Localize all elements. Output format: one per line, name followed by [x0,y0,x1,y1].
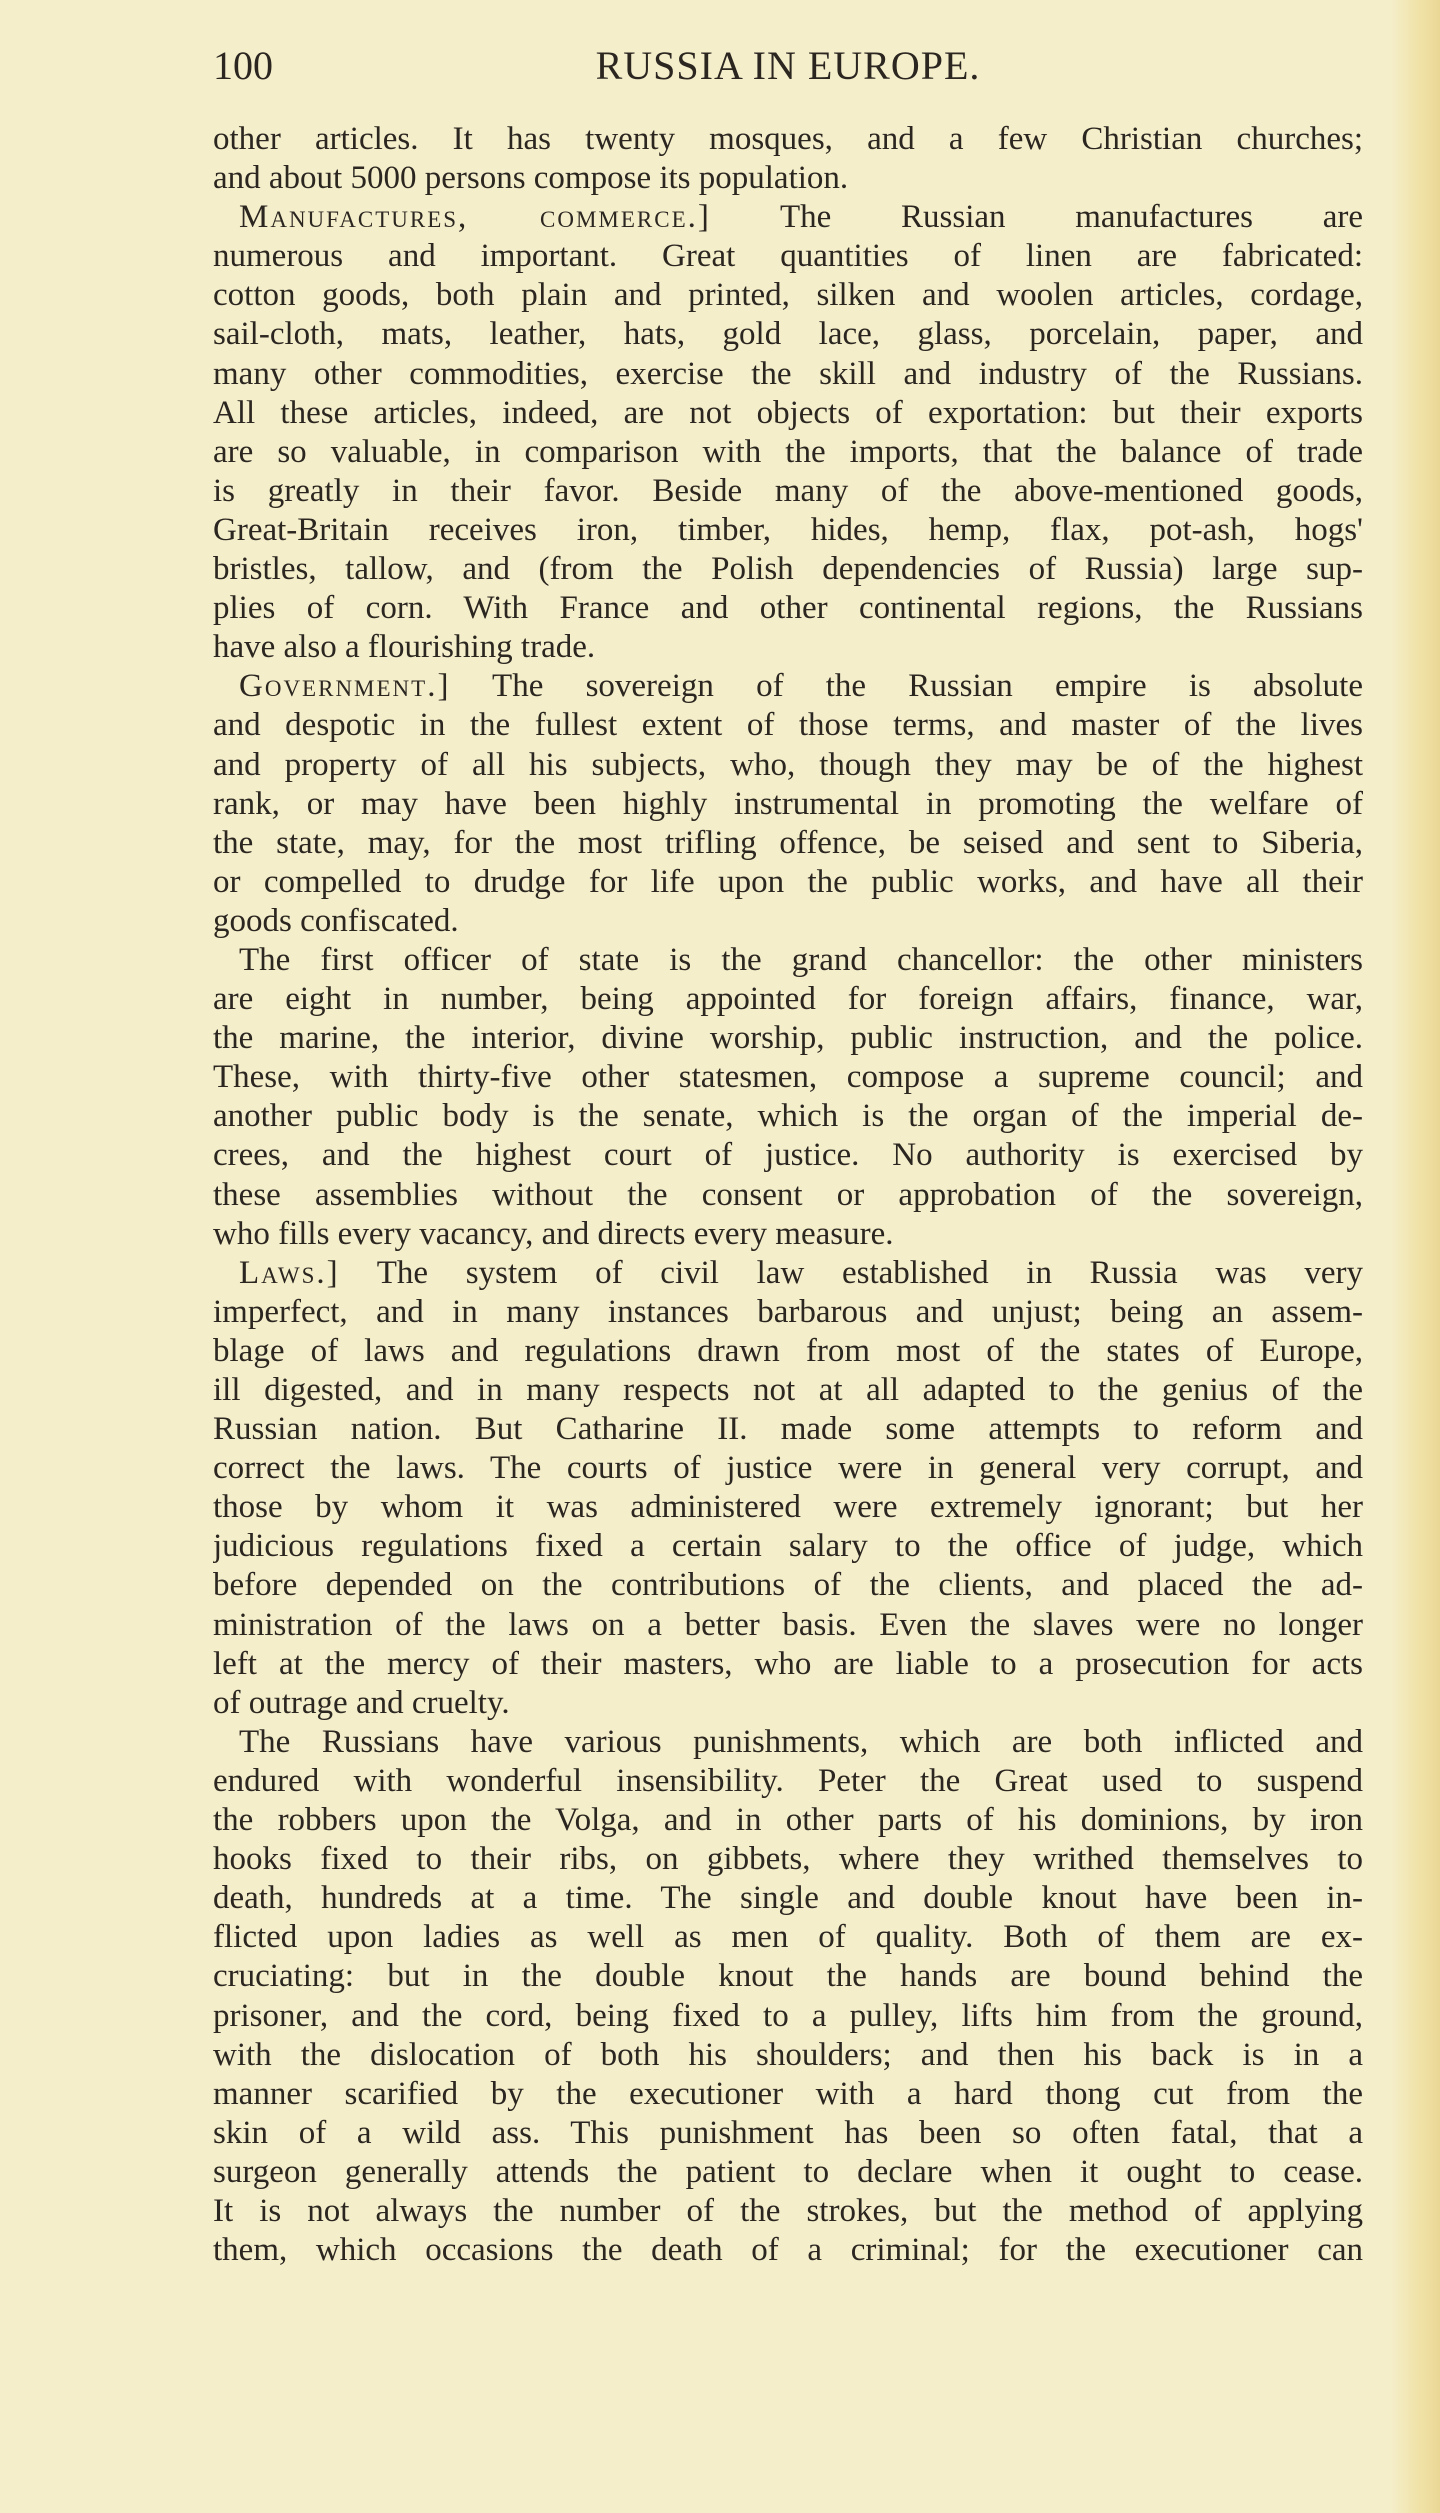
line-text: plies of corn. With France and other continental regions, the Russians [213,590,1363,627]
text-line [213,1606,1363,1645]
text-line [213,706,1363,745]
section-heading: Laws.] [239,1254,340,1291]
line-text: and property of all his subjects, who, though they may be of the highest [213,746,1363,783]
text-line [213,1410,1363,1449]
text-line [213,1566,1363,1605]
text-line [213,785,1363,824]
text-line [213,824,1363,863]
line-text: goods confiscated. [213,902,459,939]
text-line [213,1527,1363,1566]
text-line [213,1488,1363,1527]
text-line [213,1645,1363,1684]
line-text: are eight in number, being appointed for foreign affairs, finance, war, [213,981,1363,1018]
line-text: cruciating: but in the double knout the hands are bound behind the [213,1958,1363,1995]
line-text: left at the mercy of their masters, who are liable to a prosecution for acts [213,1645,1363,1682]
line-text: them, which occasions the death of a criminal; for the executioner can [213,2232,1363,2269]
section-heading: Manufactures, commerce.] [239,199,711,236]
line-text: manner scarified by the executioner with a hard thong cut from the [213,2075,1363,2112]
page-header [213,42,1363,92]
line-text: The Russian manufactures are [710,199,1363,236]
text-line [213,980,1363,1019]
line-text: rank, or may have been highly instrumental in promoting the welfare of [213,785,1363,822]
text-line [213,941,1363,980]
text-line [213,1371,1363,1410]
text-line [213,1215,1363,1254]
line-text: these assemblies without the consent or approbation of the sovereign, [213,1176,1363,1213]
line-text: death, hundreds at a time. The single and double knout have been in- [213,1880,1363,1917]
page-edge [1390,0,1440,2513]
line-text: are so valuable, in comparison with the imports, that the balance of trade [213,433,1363,470]
text-line [213,276,1363,315]
page-number: 100 [213,43,273,88]
line-text: surgeon generally attends the patient to declare when it ought to cease. [213,2153,1363,2190]
text-line [213,1684,1363,1723]
text-line [213,863,1363,902]
paragraph [213,1723,1363,2270]
paragraph [213,1254,1363,1723]
running-title: RUSSIA IN EUROPE. [595,43,981,88]
text-line [213,1136,1363,1175]
text-line [213,237,1363,276]
text-line [213,1449,1363,1488]
text-line [213,1058,1363,1097]
text-line [213,1840,1363,1879]
section-heading: Government.] [239,668,451,705]
paragraph [213,667,1363,941]
line-text: numerous and important. Great quantities of linen are fabricated: [213,238,1363,275]
line-text: The system of civil law established in Russia was very [339,1254,1363,1291]
text-line [213,1723,1363,1762]
text-line [213,472,1363,511]
line-text: blage of laws and regulations drawn from most of the states of Europe, [213,1332,1363,1369]
line-text: Great-Britain receives iron, timber, hides, hemp, flax, pot-ash, hogs' [213,511,1363,548]
text-line [213,667,1363,706]
line-text: or compelled to drudge for life upon the public works, and have all their [213,863,1363,900]
text-line [213,746,1363,785]
text-line [213,2153,1363,2192]
text-line [213,1254,1363,1293]
line-text: before depended on the contributions of the clients, and placed the ad- [213,1567,1363,1604]
line-text: and despotic in the fullest extent of those terms, and master of the lives [213,707,1363,744]
text-line [213,159,1363,198]
line-text: those by whom it was administered were extremely ignorant; but her [213,1489,1363,1526]
line-text: sail-cloth, mats, leather, hats, gold lace, glass, porcelain, paper, and [213,316,1363,353]
text-line [213,2075,1363,2114]
text-line [213,1762,1363,1801]
line-text: prisoner, and the cord, being fixed to a pulley, lifts him from the ground, [213,1997,1363,2034]
text-line [213,315,1363,354]
line-text: is greatly in their favor. Beside many of the above-mentioned goods, [213,472,1363,509]
line-text: These, with thirty-five other statesmen, compose a supreme council; and [213,1059,1363,1096]
line-text: ill digested, and in many respects not at all adapted to the genius of the [213,1372,1363,1408]
text-line [213,2036,1363,2075]
text-line [213,1293,1363,1332]
line-text: hooks fixed to their ribs, on gibbets, where they writhed themselves to [213,1841,1363,1878]
paragraph [213,941,1363,1254]
page-body [213,120,1363,2270]
text-line [213,550,1363,589]
line-text: imperfect, and in many instances barbarous and unjust; being an assem- [213,1293,1363,1330]
line-text: another public body is the senate, which is the organ of the imperial de- [213,1098,1363,1135]
line-text: It is not always the number of the strokes, but the method of applying [213,2192,1363,2229]
text-line [213,902,1363,941]
line-text: Russian nation. But Catharine II. made some attempts to reform and [213,1411,1363,1448]
paragraph [213,198,1363,667]
line-text: many other commodities, exercise the skill and industry of the Russians. [213,355,1363,392]
line-text: judicious regulations fixed a certain salary to the office of judge, which [213,1528,1363,1565]
line-text: The sovereign of the Russian empire is absolute [450,668,1363,705]
line-text: the marine, the interior, divine worship, public instruction, and the police. [213,1020,1363,1057]
text-line [213,1332,1363,1371]
text-line [213,1879,1363,1918]
line-text: The Russians have various punishments, which are both inflicted and [239,1723,1363,1760]
paragraph [213,120,1363,198]
text-line [213,355,1363,394]
line-text: endured with wonderful insensibility. Peter the Great used to suspend [213,1762,1363,1799]
text-line [213,628,1363,667]
line-text: with the dislocation of both his shoulders; and then his back is in a [213,2036,1363,2073]
text-line [213,198,1363,237]
text-line [213,2114,1363,2153]
line-text: ministration of the laws on a better basis. Even the slaves were no longer [213,1606,1363,1643]
line-text: other articles. It has twenty mosques, and a few Christian churches; [213,121,1363,157]
line-text: have also a flourishing trade. [213,629,596,666]
line-text: flicted upon ladies as well as men of quality. Both of them are ex- [213,1919,1363,1956]
text-line [213,589,1363,628]
text-line [213,2231,1363,2270]
text-line [213,1801,1363,1840]
text-line [213,120,1363,159]
line-text: correct the laws. The courts of justice were in general very corrupt, and [213,1450,1363,1487]
text-line [213,1997,1363,2036]
line-text: of outrage and cruelty. [213,1684,510,1721]
text-line [213,1957,1363,1996]
line-text: All these articles, indeed, are not objects of exportation: but their exports [213,394,1363,431]
line-text: who fills every vacancy, and directs every measure. [213,1215,894,1252]
text-line [213,2192,1363,2231]
line-text: skin of a wild ass. This punishment has been so often fatal, that a [213,2114,1363,2151]
line-text: the state, may, for the most trifling offence, be seised and sent to Siberia, [213,824,1363,861]
text-line [213,511,1363,550]
line-text: and about 5000 persons compose its population. [213,160,849,197]
line-text: bristles, tallow, and (from the Polish dependencies of Russia) large sup- [213,551,1363,588]
text-line [213,433,1363,472]
text-line [213,1097,1363,1136]
text-line [213,1176,1363,1215]
line-text: crees, and the highest court of justice. No authority is exercised by [213,1137,1363,1174]
text-line [213,1918,1363,1957]
line-text: The first officer of state is the grand chancellor: the other ministers [239,941,1363,978]
line-text: cotton goods, both plain and printed, silken and woolen articles, cordage, [213,277,1363,314]
line-text: the robbers upon the Volga, and in other parts of his dominions, by iron [213,1802,1363,1839]
text-line [213,394,1363,433]
text-line [213,1019,1363,1058]
